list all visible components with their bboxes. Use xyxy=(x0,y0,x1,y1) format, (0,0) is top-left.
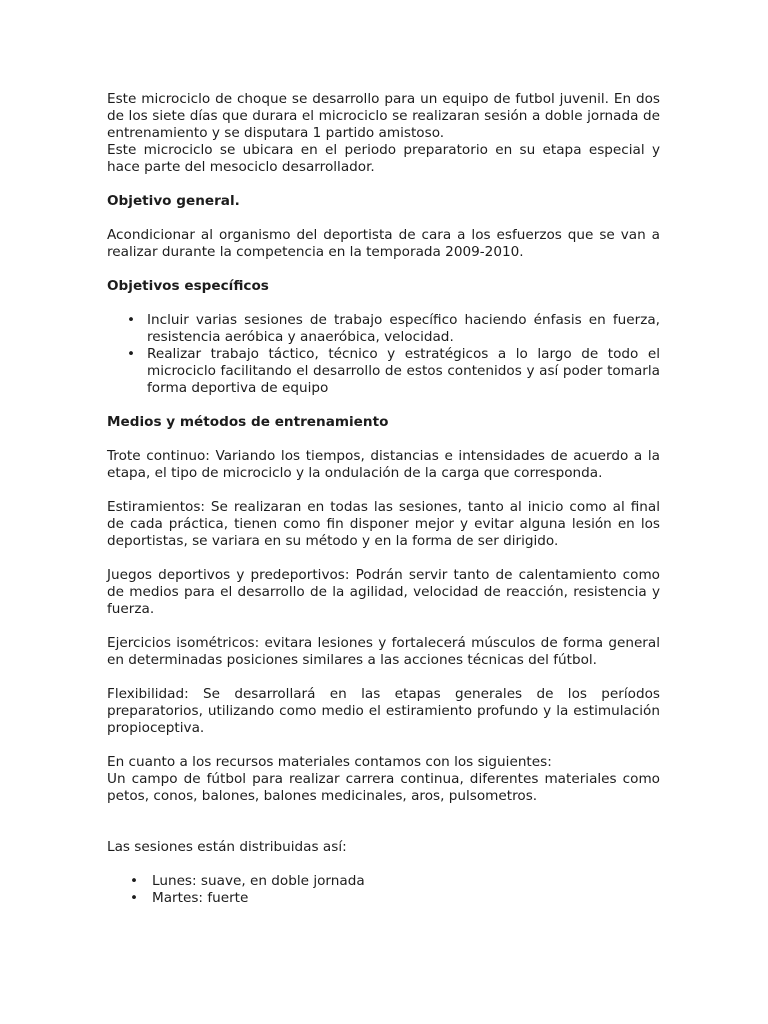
list-item xyxy=(107,890,660,907)
objetivo-general-heading: Objetivo general. xyxy=(107,193,240,209)
document-page xyxy=(107,91,660,907)
bullet-icon: • xyxy=(127,312,136,328)
list-item-text: Realizar trabajo táctico, técnico y estratégicos a lo largo de todo el microciclo facilitando el desarrollo de estos contenidos y así poder tomarla forma deportiva de equipo xyxy=(147,346,660,396)
objetivos-especificos-list xyxy=(107,312,660,397)
sesiones-intro: Las sesiones están distribuidas así: xyxy=(107,839,347,855)
bullet-icon: • xyxy=(130,873,139,889)
medios-estiramientos: Estiramientos: Se realizaran en todas las sesiones, tanto al inicio como al final de cada práctica, tienen como fin disponer mejor y evitar alguna lesión en los deportistas, se variara en su método y en la forma de ser dirigido. xyxy=(107,499,660,549)
medios-juegos: Juegos deportivos y predeportivos: Podrán servir tanto de calentamiento como de medios para el desarrollo de la agilidad, velocidad de reacción, resistencia y fuerza. xyxy=(107,567,660,617)
bullet-icon: • xyxy=(130,890,139,906)
bullet-icon: • xyxy=(127,346,136,362)
list-item xyxy=(107,346,660,397)
medios-isometricos: Ejercicios isométricos: evitara lesiones y fortalecerá músculos de forma general en determinadas posiciones similares a las acciones técnicas del fútbol. xyxy=(107,635,660,668)
medios-trote: Trote continuo: Variando los tiempos, distancias e intensidades de acuerdo a la etapa, el tipo de microciclo y la ondulación de la carga que corresponda. xyxy=(107,448,660,481)
list-item-text: Incluir varias sesiones de trabajo específico haciendo énfasis en fuerza, resistencia aeróbica y anaeróbica, velocidad. xyxy=(147,312,660,345)
objetivos-especificos-heading: Objetivos específicos xyxy=(107,278,269,294)
objetivo-general-text: Acondicionar al organismo del deportista de cara a los esfuerzos que se van a realizar durante la competencia en la temporada 2009-2010. xyxy=(107,227,660,260)
medios-heading: Medios y métodos de entrenamiento xyxy=(107,414,389,430)
medios-flexibilidad: Flexibilidad: Se desarrollará en las etapas generales de los períodos preparatorios, utilizando como medio el estiramiento profundo y la estimulación propioceptiva. xyxy=(107,686,660,736)
intro-paragraph-2: Este microciclo se ubicara en el periodo preparatorio en su etapa especial y hace parte del mesociclo desarrollador. xyxy=(107,142,660,175)
list-item-text: Martes: fuerte xyxy=(152,890,249,906)
list-item xyxy=(107,873,660,890)
recursos-intro: En cuanto a los recursos materiales contamos con los siguientes: xyxy=(107,754,552,770)
intro-paragraph-1: Este microciclo de choque se desarrollo para un equipo de futbol juvenil. En dos de los siete días que durara el microciclo se realizaran sesión a doble jornada de entrenamiento y se disputara 1 partido amistoso. xyxy=(107,91,660,141)
list-item xyxy=(107,312,660,346)
recursos-list-text: Un campo de fútbol para realizar carrera continua, diferentes materiales como petos, conos, balones, balones medicinales, aros, pulsometros. xyxy=(107,771,660,804)
sesiones-list xyxy=(107,873,660,907)
list-item-text: Lunes: suave, en doble jornada xyxy=(152,873,365,889)
